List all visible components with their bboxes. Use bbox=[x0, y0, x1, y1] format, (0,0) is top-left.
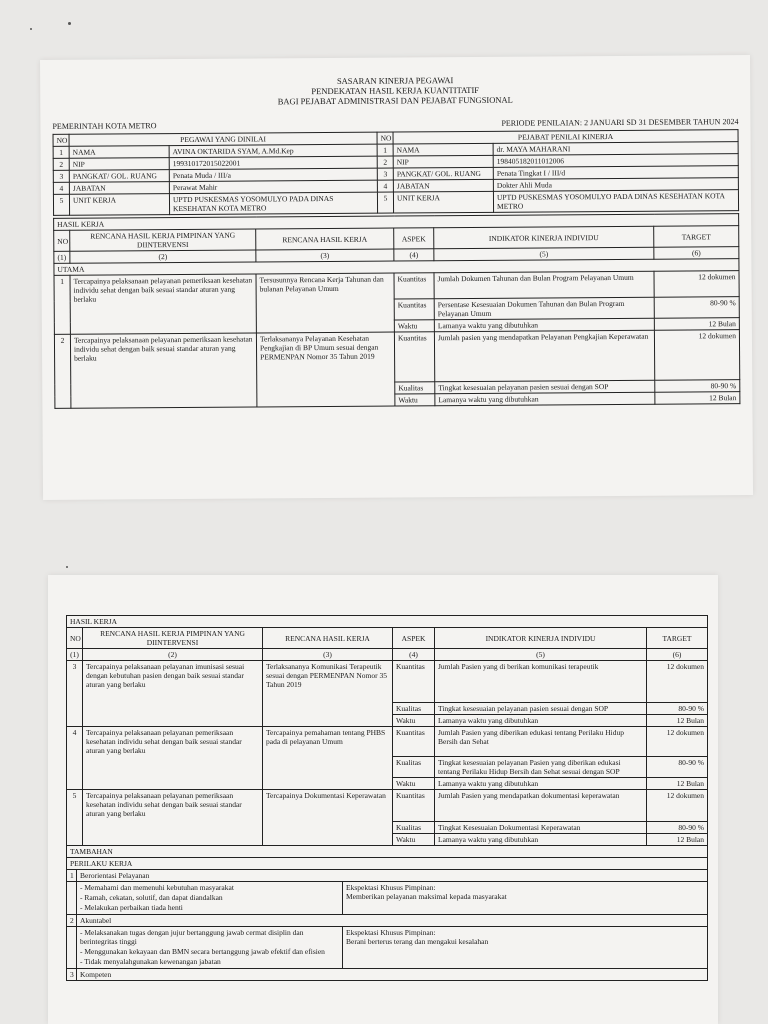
tambahan-section: TAMBAHAN bbox=[67, 846, 708, 858]
hasil-kerja-section-2: HASIL KERJA bbox=[67, 616, 708, 628]
col-no-2: NO bbox=[67, 628, 83, 649]
hasil-kerja-table-1: HASIL KERJA NO RENCANA HASIL KERJA PIMPINAN YANG DIINTERVENSI RENCANA HASIL KERJA ASPEK INDIKATOR KINERJA INDIVIDU TARGET (1) (2) (3) (4) (5) (6) UTAMA 1 Tercapainya pelaksanaan pelayanan pemeriksaan kesehatan individu sehat dengan baik sesuai standar aturan yang berlaku Tersusunnya Rencana Kerja Tahunan dan bulanan Pelayanan Umum Kuantitas Jumlah Dokumen Tahunan dan Bulan Program Pelayanan Umum 12 dokumen Kuantitas Persentase Kesesuaian Dokumen Tahunan dan Bulan Program Pelayanan Umum 80-90 % Waktu Lamanya waktu yang dibutuhkan 12 Bulan 2 Tercapainya pelaksanaan pelayanan pemeriksaan kesehatan individu sehat dengan baik sesuai standar aturan yang berlaku Terlaksananya Pelayanan Kesehatan Pengkajian di BP Umum sesuai dengan PERMENPAN Nomor 35 Tahun 2019 Kuantitas Jumlah pasien yang mendapatkan Pelayanan Pengkajian Keperawatan 12 dokumen Kualitas Tingkat kesesuaian pelayanan pasien sesuai dengan SOP 80-90 % Waktu Lamanya waktu yang dibutuhkan 12 Bulan bbox=[53, 213, 740, 409]
utama-section: UTAMA bbox=[54, 259, 739, 276]
table-row: Kuantitas Persentase Kesesuaian Dokumen Tahunan dan Bulan Program Pelayanan Umum 80-90 % bbox=[54, 297, 739, 323]
col-rhk-pimpinan: RENCANA HASIL KERJA PIMPINAN YANG DIINTERVENSI bbox=[70, 229, 256, 251]
perilaku-detail: - Memahami dan memenuhi kebutuhan masyarakat - Ramah, cekatan, solutif, dan dapat diandalkan - Melakukan perbaikan tiada henti Ekspektasi Khusus Pimpinan: Memberikan pelayanan maksimal kepada masyarakat bbox=[67, 882, 708, 915]
table-row: 1 Tercapainya pelaksanaan pelayanan pemeriksaan kesehatan individu sehat dengan baik sesuai standar aturan yang berlaku Tersusunnya Rencana Kerja Tahunan dan bulanan Pelayanan Umum Kuantitas Jumlah Dokumen Tahunan dan Bulan Program Pelayanan Umum 12 dokumen bbox=[54, 271, 739, 302]
perilaku-item: 1 Berorientasi Pelayanan bbox=[67, 870, 708, 882]
identity-row: 2 NIP 199310172015022001 2 NIP 198405182011012006 bbox=[53, 154, 738, 171]
table-row: Kualitas Tingkat kesesuaian pelayanan pasien sesuai dengan SOP 80-90 % bbox=[55, 380, 740, 397]
table-row: Waktu Lamanya waktu yang dibutuhkan 12 Bulan bbox=[54, 318, 739, 335]
col-aspek-2: ASPEK bbox=[393, 628, 435, 649]
col-rhk: RENCANA HASIL KERJA bbox=[256, 228, 394, 250]
col-rhk-pimpinan-2: RENCANA HASIL KERJA PIMPINAN YANG DIINTERVENSI bbox=[83, 628, 263, 649]
document-page-1 bbox=[40, 55, 753, 500]
hasil-kerja-table-2: HASIL KERJA NO RENCANA HASIL KERJA PIMPINAN YANG DIINTERVENSI RENCANA HASIL KERJA ASPEK INDIKATOR KINERJA INDIVIDU TARGET (1) (2) (3) (4) (5) (6) 3 Tercapainya pelaksanaan pelayanan imunisasi sesuai dengan kebutuhan pasien dengan baik sesuai standar aturan yang berlaku Terlaksananya Komunikasi Terapeutik sesuai dengan PERMENPAN Nomor 35 Tahun 2019 Kuantitas Jumlah Pasien yang di berikan komunikasi terapeutik 12 dokumen Kualitas Tingkat kesesuaian pelayanan pasien sesuai dengan SOP 80-90 % Waktu Lamanya waktu yang dibutuhkan 12 Bulan 4 Tercapainya pelaksanaan pelayanan pemeriksaan kesehatan individu sehat dengan baik sesuai standar aturan yang berlaku Tercapainya pemahaman tentang PHBS pada di pelayanan Umum Kuantitas Jumlah Pasien yang diberikan edukasi tentang Perilaku Hidup Bersih dan Sehat 12 dokumen Kualitas Tingkat kesesuaian pelayanan Pasien yang diberikan edukasi tentang Perilaku Hidup Bersih dan Sehat sesuai dengan SOP 80-90 % Waktu Lamanya waktu yang dibutuhkan 12 Bulan 5 Tercapainya pelaksanaan pelayanan pemeriksaan kesehatan individu sehat dengan baik sesuai standar aturan yang berlaku Tercapainya Dokumentasi Keperawatan Kuantitas Jumlah Pasien yang mendapatkan dokumentasi keperawatan 12 dokumen Kualitas Tingkat Kesesuaian Dokumentasi Keperawatan 80-90 % Waktu Lamanya waktu yang dibutuhkan 12 Bulan TAMBAHAN bbox=[66, 615, 708, 858]
table-row: Waktu Lamanya waktu yang dibutuhkan 12 Bulan bbox=[67, 834, 708, 846]
scan-speck bbox=[30, 28, 32, 30]
col-no: NO bbox=[54, 230, 70, 251]
col-target-2: TARGET bbox=[647, 628, 708, 649]
table-row: 3 Tercapainya pelaksanaan pelayanan imunisasi sesuai dengan kebutuhan pasien dengan baik sesuai standar aturan yang berlaku Terlaksananya Komunikasi Terapeutik sesuai dengan PERMENPAN Nomor 35 Tahun 2019 Kuantitas Jumlah Pasien yang di berikan komunikasi terapeutik 12 dokumen bbox=[67, 661, 708, 703]
table-row: 4 Tercapainya pelaksanaan pelayanan pemeriksaan kesehatan individu sehat dengan baik sesuai standar aturan yang berlaku Tercapainya pemahaman tentang PHBS pada di pelayanan Umum Kuantitas Jumlah Pasien yang diberikan edukasi tentang Perilaku Hidup Bersih dan Sehat 12 dokumen bbox=[67, 727, 708, 757]
identity-row: 3 PANGKAT/ GOL. RUANG Penata Muda / III/a 3 PANGKAT/ GOL. RUANG Penata Tingkat I / III/d bbox=[53, 166, 738, 183]
pemerintah-label: PEMERINTAH KOTA METRO bbox=[52, 121, 157, 131]
table-row: Kualitas Tingkat kesesuaian pelayanan Pasien yang diberikan edukasi tentang Perilaku Hidup Bersih dan Sehat sesuai dengan SOP 80-90 % bbox=[67, 757, 708, 778]
scan-speck bbox=[68, 22, 71, 25]
document-header bbox=[52, 73, 738, 108]
scan-speck bbox=[66, 566, 68, 568]
table-row: Waktu Lamanya waktu yang dibutuhkan 12 Bulan bbox=[67, 715, 708, 727]
table-row: Kualitas Tingkat kesesuaian pelayanan pasien sesuai dengan SOP 80-90 % bbox=[67, 703, 708, 715]
identity-no-header-2: NO bbox=[377, 132, 393, 144]
hasil-kerja-section: HASIL KERJA bbox=[54, 214, 739, 231]
col-rhk-2: RENCANA HASIL KERJA bbox=[263, 628, 393, 649]
identity-row: 1 NAMA AVINA OKTARIDA SYAM, A.Md.Kep 1 NAMA dr. MAYA MAHARANI bbox=[53, 142, 738, 159]
identity-no-header: NO bbox=[53, 134, 69, 146]
table-row: Kualitas Tingkat Kesesuaian Dokumentasi Keperawatan 80-90 % bbox=[67, 822, 708, 834]
identity-row: 5 UNIT KERJA UPTD PUSKESMAS YOSOMULYO PADA DINAS KESEHATAN KOTA METRO 5 UNIT KERJA UPTD PUSKESMAS YOSOMULYO PADA DINAS KESEHATAN KOTA METRO bbox=[53, 190, 738, 216]
periode-label: PERIODE PENILAIAN: 2 JANUARI SD 31 DESEMBER TAHUN 2024 bbox=[501, 117, 739, 128]
table-row: 5 Tercapainya pelaksanaan pelayanan pemeriksaan kesehatan individu sehat dengan baik sesuai standar aturan yang berlaku Tercapainya Dokumentasi Keperawatan Kuantitas Jumlah Pasien yang mendapatkan dokumentasi keperawatan 12 dokumen bbox=[67, 790, 708, 822]
table-row: Waktu Lamanya waktu yang dibutuhkan 12 Bulan bbox=[67, 778, 708, 790]
identity-table bbox=[53, 129, 740, 216]
perilaku-item: 2 Akuntabel bbox=[67, 915, 708, 927]
col-aspek: ASPEK bbox=[394, 228, 434, 249]
document-page-2 bbox=[48, 575, 718, 1024]
perilaku-section: PERILAKU KERJA bbox=[67, 858, 708, 870]
table-row: 2 Tercapainya pelaksanaan pelayanan pemeriksaan kesehatan individu sehat dengan baik sesuai standar aturan yang berlaku Terlaksananya Pelayanan Kesehatan Pengkajian di BP Umum sesuai dengan PERMENPAN Nomor 35 Tahun 2019 Kuantitas Jumlah pasien yang mendapatkan Pelayanan Pengkajian Keperawatan 12 dokumen bbox=[54, 330, 739, 385]
col-indikator: INDIKATOR KINERJA INDIVIDU bbox=[434, 226, 654, 249]
perilaku-kerja-table bbox=[66, 857, 708, 981]
doc-subtitle-2: BAGI PEJABAT ADMINISTRASI DAN PEJABAT FUNGSIONAL bbox=[277, 94, 513, 107]
identity-row: 4 JABATAN Perawat Mahir 4 JABATAN Dokter Ahli Muda bbox=[53, 178, 738, 195]
table-row: Waktu Lamanya waktu yang dibutuhkan 12 Bulan bbox=[55, 392, 740, 409]
doc-title: SASARAN KINERJA PEGAWAI bbox=[336, 75, 454, 86]
perilaku-item: 3 Kompeten bbox=[67, 969, 708, 981]
dinilai-header: PEGAWAI YANG DINILAI bbox=[69, 132, 377, 146]
penilai-header: PEJABAT PENILAI KINERJA bbox=[393, 130, 738, 144]
perilaku-detail: - Melaksanakan tugas dengan jujur bertanggung jawab cermat disiplin dan berintegritas tinggi - Menggunakan kekayaan dan BMN secara bertanggung jawab efektif dan efisien - Tidak menyalahgunakan kewenangan jabatan Ekspektasi Khusus Pimpinan: Berani berterus terang dan mengakui kesalahan bbox=[67, 927, 708, 969]
doc-subtitle: PENDEKATAN HASIL KERJA KUANTITATIF bbox=[311, 84, 480, 97]
col-indikator-2: INDIKATOR KINERJA INDIVIDU bbox=[435, 628, 647, 649]
col-target: TARGET bbox=[654, 226, 739, 248]
